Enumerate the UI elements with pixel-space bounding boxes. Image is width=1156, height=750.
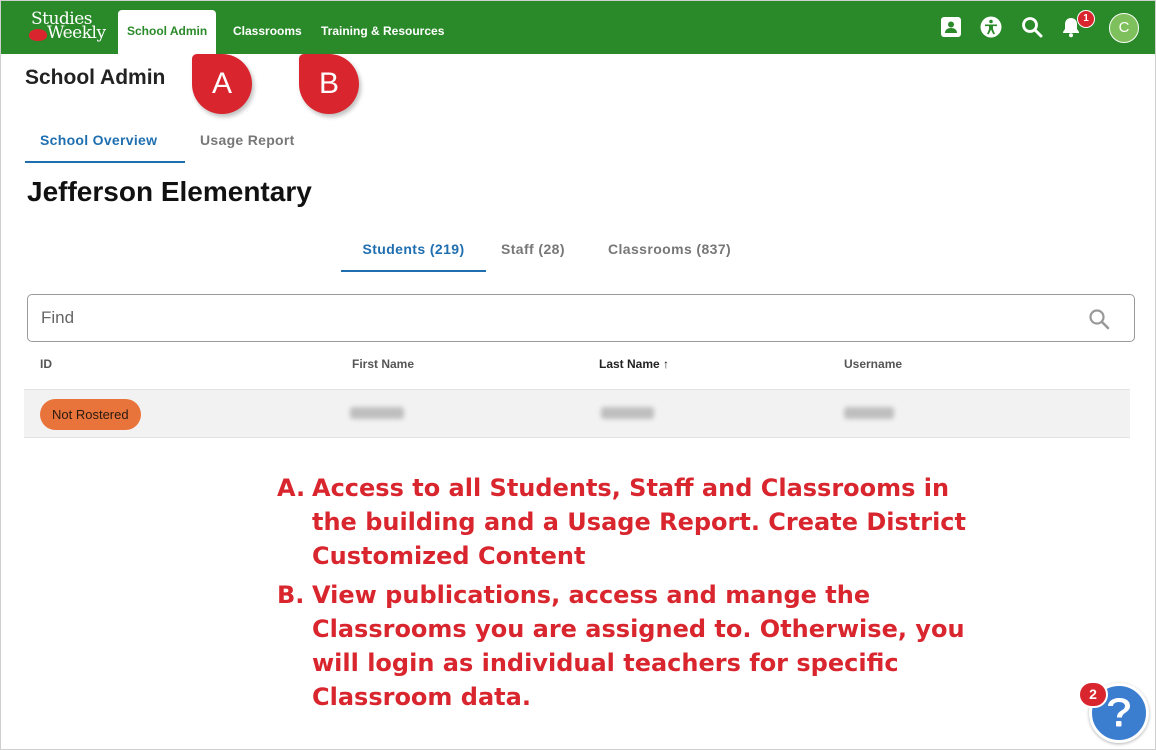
nav-tab-classrooms[interactable]: Classrooms bbox=[233, 24, 302, 38]
contact-card-icon[interactable] bbox=[940, 16, 962, 38]
apple-logo-icon bbox=[29, 29, 47, 41]
redacted-last-name bbox=[601, 407, 654, 419]
nav-tab-training-resources[interactable]: Training & Resources bbox=[321, 24, 445, 38]
callout-marker-b bbox=[299, 54, 359, 114]
callout-note-a-text: Access to all Students, Staff and Classrooms in the building and a Usage Report. Create District Customized Content bbox=[312, 474, 966, 570]
avatar[interactable]: C bbox=[1109, 13, 1139, 43]
callout-note-b-key: B. bbox=[277, 581, 305, 609]
callout-marker-a-label: A bbox=[211, 67, 232, 100]
redacted-first-name bbox=[350, 407, 404, 419]
sort-ascending-icon: ↑ bbox=[663, 357, 670, 371]
page-title: School Admin bbox=[25, 66, 166, 89]
notification-count-badge: 1 bbox=[1077, 10, 1095, 28]
callout-note-a bbox=[277, 471, 977, 573]
callout-marker-a bbox=[192, 54, 252, 114]
redacted-username bbox=[844, 407, 894, 419]
search-icon[interactable] bbox=[1021, 16, 1043, 38]
tab-staff[interactable]: Staff (28) bbox=[501, 241, 565, 257]
accessibility-icon[interactable] bbox=[980, 16, 1002, 38]
callout-note-b-text: View publications, access and mange the Classrooms you are assigned to. Otherwise, you will login as individual teachers for specific Classroom data. bbox=[312, 581, 965, 711]
logo-text-studies: Studies bbox=[31, 9, 93, 29]
help-count-badge: 2 bbox=[1078, 681, 1108, 708]
callout-note-b bbox=[277, 578, 977, 714]
column-header-first-name[interactable]: First Name bbox=[352, 357, 415, 371]
school-name-heading: Jefferson Elementary bbox=[27, 176, 312, 207]
column-header-last-name[interactable] bbox=[599, 357, 669, 371]
callout-notes bbox=[277, 471, 977, 719]
nav-tab-school-admin[interactable]: School Admin bbox=[118, 10, 216, 54]
tab-students[interactable]: Students (219) bbox=[341, 233, 486, 272]
top-nav-bar bbox=[1, 1, 1156, 54]
column-header-last-name-label: Last Name bbox=[599, 357, 660, 371]
find-search-box bbox=[27, 294, 1135, 342]
callout-marker-b-label: B bbox=[318, 67, 339, 100]
logo-text-weekly: Weekly bbox=[47, 23, 106, 43]
column-header-id[interactable]: ID bbox=[40, 357, 52, 371]
tab-usage-report[interactable]: Usage Report bbox=[200, 132, 295, 148]
search-icon[interactable] bbox=[1088, 308, 1110, 330]
studies-weekly-logo[interactable] bbox=[27, 9, 107, 45]
search-input[interactable] bbox=[41, 295, 1041, 341]
callout-note-a-key: A. bbox=[277, 474, 306, 502]
status-badge: Not Rostered bbox=[40, 399, 141, 430]
column-header-username[interactable]: Username bbox=[844, 357, 903, 371]
table-row[interactable] bbox=[24, 389, 1130, 438]
tab-school-overview[interactable]: School Overview bbox=[25, 125, 185, 163]
tab-classrooms[interactable]: Classrooms (837) bbox=[608, 241, 732, 257]
